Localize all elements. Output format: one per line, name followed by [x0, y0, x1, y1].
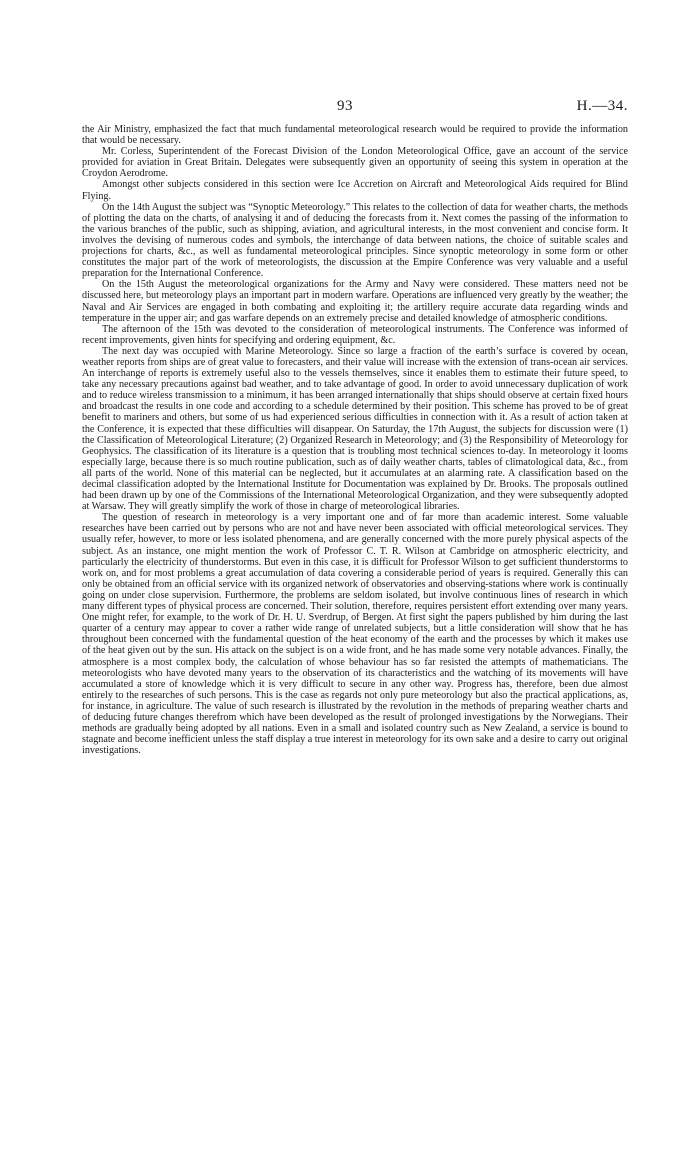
document-reference: H.—34.: [576, 98, 628, 114]
paragraph-marine-meteorology: The next day was occupied with Marine Meteorology. Since so large a fraction of the earth’s surface is covered by ocean, weather reports from ships are of great value to forecasters, and their value will increase with the extension of trans-ocean air services. An interchange of reports is extremely useful also to the vessels themselves, since it enables them to estimate their future speed, to take any necessary precautions against bad weather, and to take advantage of good. In order to avoid unnecessary duplication of work and to reduce wireless transmission to a minimum, it has been arranged internationally that ships should observe at certain fixed hours and broadcast the results in one code and according to a schedule determined by their position. This scheme has proved to be of great benefit to mariners and others, but some of us had experienced serious difficulties in connection with it. As a result of action taken at the Conference, it is expected that these difficulties will disappear. On Saturday, the 17th August, the subjects for discussion were (1) the Classification of Meteorological Literature; (2) Organized Research in Meteorology; and (3) the Responsibility of Meteorology for Geophysics. The classification of its literature is a question that is troubling most technical sciences to-day. In meteorology it looms especially large, because there is so much routine publication, such as of daily weather charts, tables of climatological data, &c., from all parts of the world. None of this material can be neglected, but it accumulates at an alarming rate. A classification based on the decimal classification adopted by the International Institute for Documentation was explained by Dr. Brooks. The proposals outlined had been drawn up by one of the Commissions of the International Meteorological Organization, and they were subsequently adopted at Warsaw. They will greatly simplify the work of those in charge of meteorological libraries.: [82, 345, 628, 513]
paragraph-air-ministry-continuation: the Air Ministry, emphasized the fact that much fundamental meteorological research would be required to provide the information that would be necessary.: [82, 124, 628, 147]
page-number: 93: [337, 98, 353, 114]
paragraph-research: The question of research in meteorology is a very important one and of far more than academic interest. Some valuable researches have been carried out by persons who are not and have never been associated with official meteorological services. They usually refer, however, to more or less isolated phenomena, and are generally concerned with the more purely physical aspects of the subject. As an instance, one might mention the work of Professor C. T. R. Wilson at Cambridge on atmospheric electricity, and particularly the electricity of thunderstorms. But even in this case, it is difficult for Professor Wilson to get sufficient thunderstorms to work on, and for most problems a great accumulation of data covering a considerable period of years is required. Generally this can only be obtained from an official service with its organized network of observatories and observing-stations where work is continually going on under close supervision. Furthermore, the problems are seldom isolated, but involve continuous lines of research in which many different types of physical process are concerned. Their solution, therefore, requires persistent effort extending over many years. One might refer, for example, to the work of Dr. H. U. Sverdrup, of Bergen. At first sight the papers published by him during the last quarter of a century may appear to cover a rather wide range of unrelated subjects, but a little consideration will show that he has throughout been concerned with the fundamental question of the heat economy of the earth and the processes by which it makes use of the heat given out by the sun. His attack on the subject is on a wide front, and he has made some very notable advances. Finally, the atmosphere is a most complex body, the calculation of whose behaviour has so far resisted the attempts of mathematicians. The meteorologists who have devoted many years to the observation of its characteristics and the watching of its movements will have accumulated a store of knowledge which it is very difficult to secure in any other way. Progress has, therefore, been due almost entirely to the researches of such persons. This is the case as regards not only pure meteorology but also the practical applications, as, for instance, in agriculture. The value of such research is illustrated by the revolution in the methods of preparing weather charts and of deducing future changes therefrom which have been developed as the result of prolonged investigations by the Norwegians. Their methods are gradually being adopted by all nations. Even in a small and isolated country such as New Zealand, a service is bound to stagnate and become inefficient unless the staff display a true interest in meteorology for its own sake and a desire to carry out original investigations.: [82, 512, 628, 757]
paragraph-other-subjects: Amongst other subjects considered in this section were Ice Accretion on Aircraft and Meteorological Aids required for Blind Flying.: [82, 179, 628, 202]
document-page: [82, 98, 628, 756]
paragraph-corless: Mr. Corless, Superintendent of the Forecast Division of the London Meteorological Office, gave an account of the service provided for aviation in Great Britain. Delegates were subsequently given an opportunity of seeing this system in operation at the Croydon Aerodrome.: [82, 146, 628, 180]
body-text: [82, 124, 628, 756]
paragraph-instruments: The afternoon of the 15th was devoted to the consideration of meteorological instruments. The Conference was informed of recent improvements, given hints for specifying and ordering equipment, &c.: [82, 323, 628, 346]
paragraph-army-navy: On the 15th August the meteorological organizations for the Army and Navy were considered. These matters need not be discussed here, but meteorology plays an important part in modern warfare. Operations are influenced very greatly by the weather; the Naval and Air Services are engaged in both combating and exploiting it; the artillery require accurate data regarding winds and temperature in the upper air; and gas warfare depends on an extremely precise and detailed knowledge of atmospheric conditions.: [82, 279, 628, 324]
page-header: [82, 98, 628, 124]
paragraph-synoptic-meteorology: On the 14th August the subject was “Synoptic Meteorology.” This relates to the collection of data for weather charts, the methods of plotting the data on the charts, of analysing it and of deducing the forecasts from it. Next comes the passing of the information to the various branches of the public, such as shipping, aviation, and agricultural interests, in the most convenient and concise form. It involves the devising of numerous codes and symbols, the interchange of data between nations, the choice of suitable scales and projections for charts, &c., as well as fundamental meteorological principles. Since synoptic meteorology in some form or other constitutes the major part of the work of meteorologists, the discussion at the Empire Conference was very valuable and a useful preparation for the International Conference.: [82, 201, 628, 280]
